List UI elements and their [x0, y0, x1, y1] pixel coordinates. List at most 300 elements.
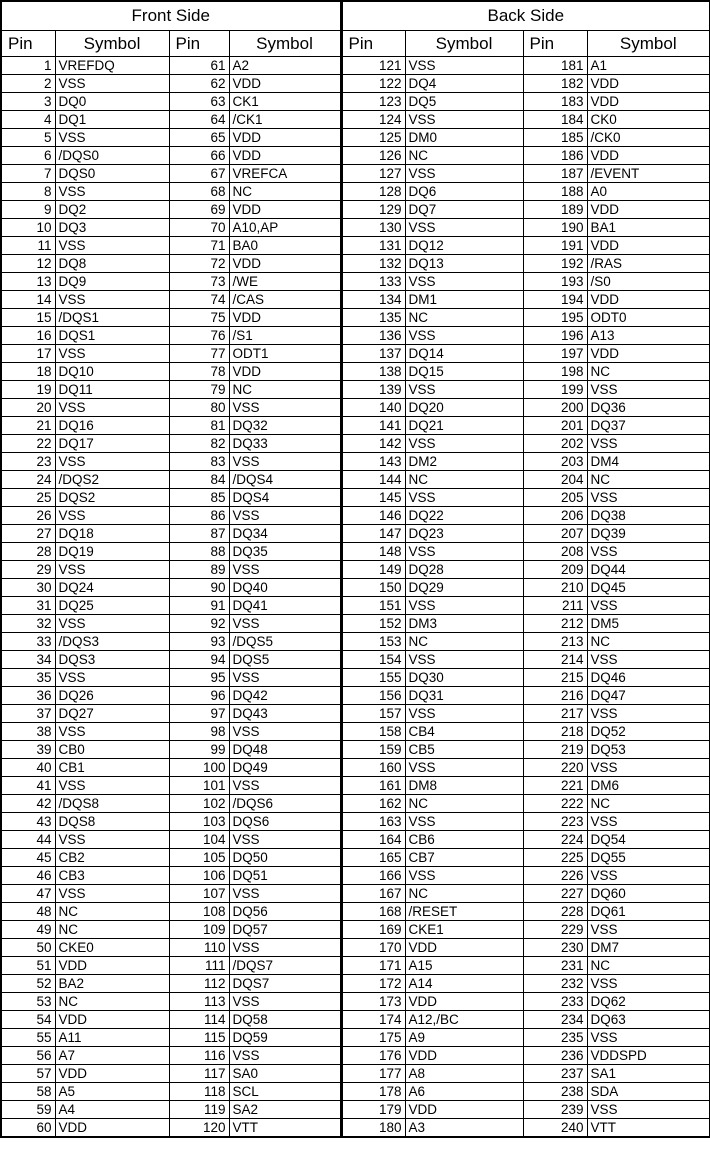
pin-number: 225 — [523, 849, 587, 867]
pin-number: 235 — [523, 1029, 587, 1047]
pin-number: 162 — [341, 795, 405, 813]
pin-symbol: VSS — [229, 669, 341, 687]
pin-symbol: DQ59 — [229, 1029, 341, 1047]
pin-number: 71 — [169, 237, 229, 255]
pin-number: 46 — [1, 867, 55, 885]
pin-symbol: CB7 — [405, 849, 523, 867]
pin-symbol: DQS3 — [55, 651, 169, 669]
pin-symbol: CK0 — [587, 111, 710, 129]
pin-number: 144 — [341, 471, 405, 489]
pin-number: 70 — [169, 219, 229, 237]
pin-number: 117 — [169, 1065, 229, 1083]
pin-symbol: DQ54 — [587, 831, 710, 849]
pin-symbol: /S0 — [587, 273, 710, 291]
pin-number: 148 — [341, 543, 405, 561]
pin-number: 76 — [169, 327, 229, 345]
table-row — [1, 849, 710, 867]
pin-number: 170 — [341, 939, 405, 957]
table-row — [1, 237, 710, 255]
pin-number: 93 — [169, 633, 229, 651]
pin-number: 36 — [1, 687, 55, 705]
table-row — [1, 759, 710, 777]
pin-number: 118 — [169, 1083, 229, 1101]
pin-number: 203 — [523, 453, 587, 471]
table-row — [1, 651, 710, 669]
pin-symbol: NC — [405, 147, 523, 165]
pin-number: 87 — [169, 525, 229, 543]
pin-number: 215 — [523, 669, 587, 687]
pin-symbol: VDD — [405, 1101, 523, 1119]
pin-symbol: A11 — [55, 1029, 169, 1047]
pin-symbol: /DQS3 — [55, 633, 169, 651]
pin-symbol: /DQS1 — [55, 309, 169, 327]
pin-number: 229 — [523, 921, 587, 939]
pin-symbol: DM8 — [405, 777, 523, 795]
pin-symbol: DQS7 — [229, 975, 341, 993]
pin-number: 137 — [341, 345, 405, 363]
pin-symbol: VDD — [229, 255, 341, 273]
pin-number: 7 — [1, 165, 55, 183]
pin-number: 122 — [341, 75, 405, 93]
pin-number: 223 — [523, 813, 587, 831]
pin-symbol: DQ18 — [55, 525, 169, 543]
pin-number: 209 — [523, 561, 587, 579]
pin-symbol: VSS — [405, 57, 523, 75]
pin-number: 30 — [1, 579, 55, 597]
pin-number: 12 — [1, 255, 55, 273]
table-row — [1, 309, 710, 327]
pin-symbol: A12,/BC — [405, 1011, 523, 1029]
pin-symbol: A7 — [55, 1047, 169, 1065]
pin-number: 217 — [523, 705, 587, 723]
pin-symbol: DQ3 — [55, 219, 169, 237]
pin-number: 9 — [1, 201, 55, 219]
pin-number: 68 — [169, 183, 229, 201]
column-header-row — [1, 31, 710, 57]
pin-symbol: VSS — [229, 453, 341, 471]
pin-number: 160 — [341, 759, 405, 777]
pin-number: 31 — [1, 597, 55, 615]
pin-symbol: NC — [405, 795, 523, 813]
pin-symbol: VDD — [55, 1065, 169, 1083]
pin-number: 154 — [341, 651, 405, 669]
table-row — [1, 129, 710, 147]
pin-symbol: VSS — [587, 1029, 710, 1047]
pin-number: 108 — [169, 903, 229, 921]
pin-number: 78 — [169, 363, 229, 381]
pin-symbol: DQ0 — [55, 93, 169, 111]
pin-symbol: DQ40 — [229, 579, 341, 597]
pin-number: 83 — [169, 453, 229, 471]
pin-number: 234 — [523, 1011, 587, 1029]
pin-symbol: VSS — [229, 885, 341, 903]
pin-number: 85 — [169, 489, 229, 507]
pin-symbol: VSS — [55, 885, 169, 903]
table-row — [1, 345, 710, 363]
pin-symbol: NC — [405, 633, 523, 651]
pin-number: 97 — [169, 705, 229, 723]
pin-number: 59 — [1, 1101, 55, 1119]
pin-number: 220 — [523, 759, 587, 777]
pin-symbol: DQ20 — [405, 399, 523, 417]
pin-number: 143 — [341, 453, 405, 471]
pin-symbol: CB0 — [55, 741, 169, 759]
pin-number: 4 — [1, 111, 55, 129]
pin-symbol: VSS — [55, 291, 169, 309]
pin-number: 207 — [523, 525, 587, 543]
pin-number: 227 — [523, 885, 587, 903]
pin-number: 66 — [169, 147, 229, 165]
pin-symbol: A6 — [405, 1083, 523, 1101]
pin-number: 109 — [169, 921, 229, 939]
table-row — [1, 795, 710, 813]
pin-symbol: DQ33 — [229, 435, 341, 453]
pin-symbol: CB6 — [405, 831, 523, 849]
pin-number: 221 — [523, 777, 587, 795]
pin-symbol: A9 — [405, 1029, 523, 1047]
pin-symbol: SA1 — [587, 1065, 710, 1083]
pin-symbol: VSS — [587, 381, 710, 399]
pin-number: 62 — [169, 75, 229, 93]
pin-number: 79 — [169, 381, 229, 399]
pin-number: 216 — [523, 687, 587, 705]
pin-symbol: CB2 — [55, 849, 169, 867]
pin-number: 181 — [523, 57, 587, 75]
pin-number: 136 — [341, 327, 405, 345]
pin-symbol: A3 — [405, 1119, 523, 1138]
pin-number: 92 — [169, 615, 229, 633]
pin-symbol: DQ45 — [587, 579, 710, 597]
table-row — [1, 399, 710, 417]
pin-symbol: VSS — [587, 759, 710, 777]
pin-number: 133 — [341, 273, 405, 291]
pin-symbol: DQ2 — [55, 201, 169, 219]
front-side-header: Front Side — [1, 1, 341, 31]
pin-number: 123 — [341, 93, 405, 111]
pin-number: 110 — [169, 939, 229, 957]
pin-number: 132 — [341, 255, 405, 273]
side-header-row — [1, 1, 710, 31]
pin-number: 102 — [169, 795, 229, 813]
pin-symbol: VSS — [405, 759, 523, 777]
pin-number: 175 — [341, 1029, 405, 1047]
pin-number: 72 — [169, 255, 229, 273]
table-row — [1, 705, 710, 723]
table-row — [1, 1011, 710, 1029]
pin-number: 126 — [341, 147, 405, 165]
pin-symbol: DQ35 — [229, 543, 341, 561]
pin-number: 189 — [523, 201, 587, 219]
pin-symbol: DQ27 — [55, 705, 169, 723]
pin-number: 18 — [1, 363, 55, 381]
pin-number: 3 — [1, 93, 55, 111]
pin-number: 116 — [169, 1047, 229, 1065]
pin-number: 205 — [523, 489, 587, 507]
pin-number: 226 — [523, 867, 587, 885]
pin-number: 20 — [1, 399, 55, 417]
pin-symbol: DQ52 — [587, 723, 710, 741]
pin-number: 6 — [1, 147, 55, 165]
pin-symbol: NC — [587, 633, 710, 651]
pin-symbol: VSS — [229, 993, 341, 1011]
pin-number: 38 — [1, 723, 55, 741]
pin-number: 89 — [169, 561, 229, 579]
pin-number: 45 — [1, 849, 55, 867]
table-row — [1, 597, 710, 615]
pin-symbol: DQ5 — [405, 93, 523, 111]
table-row — [1, 1047, 710, 1065]
table-row — [1, 543, 710, 561]
pin-symbol: DQ61 — [587, 903, 710, 921]
pin-number: 211 — [523, 597, 587, 615]
pin-number: 114 — [169, 1011, 229, 1029]
pin-symbol: DQ62 — [587, 993, 710, 1011]
pin-number: 88 — [169, 543, 229, 561]
pin-number: 231 — [523, 957, 587, 975]
pin-number: 206 — [523, 507, 587, 525]
pin-number: 16 — [1, 327, 55, 345]
pin-number: 47 — [1, 885, 55, 903]
pin-symbol: VSS — [229, 777, 341, 795]
pin-number: 174 — [341, 1011, 405, 1029]
pin-symbol: A15 — [405, 957, 523, 975]
pin-number: 128 — [341, 183, 405, 201]
table-row — [1, 903, 710, 921]
pin-symbol: DQ48 — [229, 741, 341, 759]
pin-symbol: VDDSPD — [587, 1047, 710, 1065]
pin-symbol: CKE0 — [55, 939, 169, 957]
pin-number: 238 — [523, 1083, 587, 1101]
table-row — [1, 723, 710, 741]
pin-symbol: /DQS0 — [55, 147, 169, 165]
pin-number: 222 — [523, 795, 587, 813]
pin-table-body — [1, 57, 710, 1138]
pin-symbol: VSS — [405, 489, 523, 507]
pin-symbol: VSS — [587, 597, 710, 615]
pin-number: 65 — [169, 129, 229, 147]
pin-symbol: DQ51 — [229, 867, 341, 885]
pin-number: 28 — [1, 543, 55, 561]
symbol-column-header: Symbol — [587, 31, 710, 57]
pin-symbol: ODT0 — [587, 309, 710, 327]
pin-number: 39 — [1, 741, 55, 759]
pin-symbol: VDD — [405, 993, 523, 1011]
pin-symbol: DQ12 — [405, 237, 523, 255]
pin-number: 233 — [523, 993, 587, 1011]
pin-number: 106 — [169, 867, 229, 885]
pin-number: 142 — [341, 435, 405, 453]
pin-symbol: DQ29 — [405, 579, 523, 597]
pin-number: 60 — [1, 1119, 55, 1138]
pin-number: 187 — [523, 165, 587, 183]
pin-symbol: A4 — [55, 1101, 169, 1119]
table-row — [1, 363, 710, 381]
pin-symbol: VDD — [587, 75, 710, 93]
pin-symbol: DQ46 — [587, 669, 710, 687]
pin-symbol: VDD — [229, 201, 341, 219]
pin-symbol: DM0 — [405, 129, 523, 147]
pin-symbol: VDD — [587, 237, 710, 255]
pin-number: 228 — [523, 903, 587, 921]
pin-number: 80 — [169, 399, 229, 417]
table-row — [1, 1101, 710, 1119]
pin-number: 100 — [169, 759, 229, 777]
pin-number: 191 — [523, 237, 587, 255]
pin-symbol: VSS — [229, 831, 341, 849]
pin-number: 164 — [341, 831, 405, 849]
pin-number: 53 — [1, 993, 55, 1011]
pin-number: 149 — [341, 561, 405, 579]
pin-symbol: VSS — [55, 831, 169, 849]
pin-number: 192 — [523, 255, 587, 273]
pin-number: 64 — [169, 111, 229, 129]
table-row — [1, 561, 710, 579]
pin-symbol: VSS — [587, 705, 710, 723]
pin-number: 101 — [169, 777, 229, 795]
pin-number: 156 — [341, 687, 405, 705]
pin-symbol: VSS — [405, 597, 523, 615]
pin-number: 111 — [169, 957, 229, 975]
pin-symbol: DQ34 — [229, 525, 341, 543]
pin-number: 171 — [341, 957, 405, 975]
pin-symbol: DQ31 — [405, 687, 523, 705]
pin-number: 129 — [341, 201, 405, 219]
pin-number: 112 — [169, 975, 229, 993]
pin-number: 81 — [169, 417, 229, 435]
table-row — [1, 93, 710, 111]
pin-number: 155 — [341, 669, 405, 687]
table-row — [1, 273, 710, 291]
pin-number: 32 — [1, 615, 55, 633]
pin-number: 23 — [1, 453, 55, 471]
pin-symbol: DQS8 — [55, 813, 169, 831]
pin-symbol: /DQS4 — [229, 471, 341, 489]
pin-number: 29 — [1, 561, 55, 579]
pin-number: 166 — [341, 867, 405, 885]
pin-number: 13 — [1, 273, 55, 291]
pin-symbol: VDD — [229, 129, 341, 147]
pin-symbol: VSS — [405, 867, 523, 885]
pin-number: 21 — [1, 417, 55, 435]
pin-number: 212 — [523, 615, 587, 633]
table-row — [1, 633, 710, 651]
pin-number: 194 — [523, 291, 587, 309]
pin-symbol: A8 — [405, 1065, 523, 1083]
pin-number: 131 — [341, 237, 405, 255]
pin-symbol: NC — [55, 903, 169, 921]
pin-symbol: DQ15 — [405, 363, 523, 381]
table-row — [1, 687, 710, 705]
pin-column-header: Pin — [523, 31, 587, 57]
pin-number: 195 — [523, 309, 587, 327]
pin-symbol: VSS — [587, 435, 710, 453]
pin-number: 107 — [169, 885, 229, 903]
table-row — [1, 831, 710, 849]
pin-number: 201 — [523, 417, 587, 435]
pin-number: 96 — [169, 687, 229, 705]
pin-number: 37 — [1, 705, 55, 723]
pin-number: 73 — [169, 273, 229, 291]
table-row — [1, 165, 710, 183]
pin-number: 52 — [1, 975, 55, 993]
pin-symbol: DM7 — [587, 939, 710, 957]
pin-number: 67 — [169, 165, 229, 183]
pin-symbol: /RESET — [405, 903, 523, 921]
pin-number: 224 — [523, 831, 587, 849]
pin-number: 19 — [1, 381, 55, 399]
pin-symbol: DQ11 — [55, 381, 169, 399]
pin-number: 94 — [169, 651, 229, 669]
pin-number: 55 — [1, 1029, 55, 1047]
table-row — [1, 777, 710, 795]
pin-number: 135 — [341, 309, 405, 327]
pin-symbol: DQ13 — [405, 255, 523, 273]
pin-column-header: Pin — [1, 31, 55, 57]
table-row — [1, 993, 710, 1011]
pin-number: 161 — [341, 777, 405, 795]
table-row — [1, 525, 710, 543]
table-row — [1, 669, 710, 687]
pin-symbol: VSS — [587, 813, 710, 831]
table-row — [1, 579, 710, 597]
pin-number: 27 — [1, 525, 55, 543]
pin-number: 15 — [1, 309, 55, 327]
pin-number: 40 — [1, 759, 55, 777]
pin-symbol: VDD — [587, 291, 710, 309]
pin-column-header: Pin — [341, 31, 405, 57]
pin-symbol: DQ10 — [55, 363, 169, 381]
pin-symbol: /EVENT — [587, 165, 710, 183]
pin-number: 61 — [169, 57, 229, 75]
pin-symbol: VDD — [587, 147, 710, 165]
pin-symbol: /RAS — [587, 255, 710, 273]
pin-symbol: NC — [55, 921, 169, 939]
table-row — [1, 1119, 710, 1138]
pin-symbol: DQ16 — [55, 417, 169, 435]
pin-symbol: DQ1 — [55, 111, 169, 129]
pin-number: 204 — [523, 471, 587, 489]
pin-number: 237 — [523, 1065, 587, 1083]
pin-number: 146 — [341, 507, 405, 525]
pin-symbol: DQ50 — [229, 849, 341, 867]
pin-symbol: VSS — [55, 453, 169, 471]
pin-symbol: CB4 — [405, 723, 523, 741]
pin-symbol: VSS — [229, 723, 341, 741]
table-row — [1, 147, 710, 165]
pin-number: 134 — [341, 291, 405, 309]
pin-symbol: SDA — [587, 1083, 710, 1101]
pin-symbol: DQS1 — [55, 327, 169, 345]
pin-symbol: VDD — [55, 1011, 169, 1029]
table-row — [1, 183, 710, 201]
pin-symbol: DQ9 — [55, 273, 169, 291]
pin-symbol: ODT1 — [229, 345, 341, 363]
pin-symbol: VDD — [229, 75, 341, 93]
pin-number: 208 — [523, 543, 587, 561]
table-row — [1, 1083, 710, 1101]
pin-symbol: VSS — [587, 489, 710, 507]
pin-symbol: NC — [55, 993, 169, 1011]
pin-symbol: DQS0 — [55, 165, 169, 183]
pin-symbol: DQ56 — [229, 903, 341, 921]
pin-symbol: VSS — [405, 327, 523, 345]
pin-symbol: VDD — [405, 939, 523, 957]
pin-symbol: VDD — [587, 345, 710, 363]
pin-symbol: DQ60 — [587, 885, 710, 903]
pin-number: 197 — [523, 345, 587, 363]
pin-symbol: /DQS6 — [229, 795, 341, 813]
pin-symbol: VSS — [229, 507, 341, 525]
